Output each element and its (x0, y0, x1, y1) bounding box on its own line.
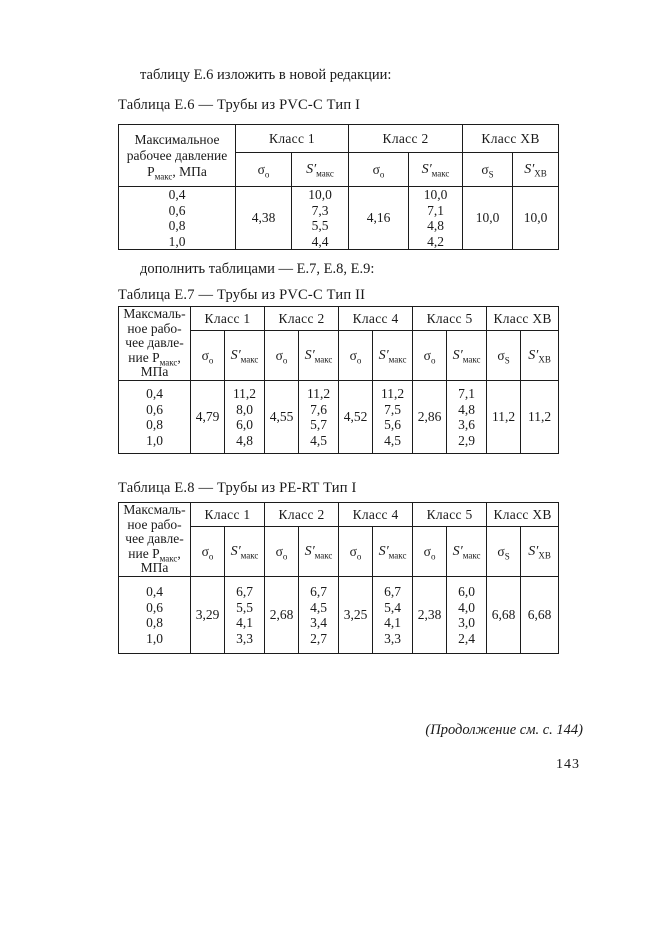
pressure-header-line: МПа (140, 560, 169, 576)
pressure-header-line: чее давле- (125, 531, 184, 547)
sigma-value: 2,86 (413, 381, 447, 454)
pressure-value: 0,8 (146, 615, 163, 630)
smax-value: 10,0 (308, 187, 332, 202)
sigma-header: $\sigma_о$ (191, 331, 225, 381)
pressure-value: 0,4 (168, 187, 186, 202)
smax-value: 4,4 (311, 233, 329, 249)
smax-header: $S'_{макс}$ (292, 153, 349, 187)
smax-values-cell (299, 577, 339, 654)
table-e6 (118, 124, 559, 250)
sigma-value: 3,25 (339, 577, 373, 654)
pressure-header-line: ние $Р_{макс}$, (128, 545, 181, 564)
sigma-value: 4,38 (236, 187, 292, 250)
smax-value: 6,68 (521, 577, 559, 654)
class-header: Класс 2 (349, 125, 463, 153)
table-e6-caption: Таблица Е.6 — Трубы из PVC-C Тип I (118, 97, 361, 113)
sigma-value: 4,16 (349, 187, 409, 250)
class-header: Класс 4 (339, 503, 413, 527)
smax-value: 7,1 (458, 386, 475, 401)
smax-value: 5,5 (236, 599, 253, 615)
pressure-header-line: Максимальное (134, 131, 220, 147)
smax-value: 3,4 (310, 615, 327, 630)
smax-value: 11,2 (232, 386, 257, 401)
pressure-value: 0,8 (146, 417, 163, 432)
smax-value: 4,8 (236, 432, 253, 448)
smax-value: 6,0 (236, 417, 253, 432)
sigma-header: $\sigma_о$ (339, 331, 373, 381)
pressure-values-cell (119, 381, 191, 454)
pressure-value: 1,0 (146, 630, 163, 646)
smax-header: $S'_{макс}$ (373, 527, 413, 577)
smax-value: 4,2 (427, 233, 444, 249)
class-header: Класс 5 (413, 503, 487, 527)
sigma-header: $\sigma_S$ (463, 153, 513, 187)
pressure-value: 0,4 (146, 386, 163, 401)
class-header: Класс ХВ (463, 125, 559, 153)
table-row (119, 307, 559, 331)
smax-value: 10,0 (513, 187, 559, 250)
pressure-value: 1,0 (168, 233, 186, 249)
smax-header: $S'_{макс}$ (225, 527, 265, 577)
smax-value: 3,0 (458, 615, 475, 630)
sigma-value: 4,55 (265, 381, 299, 454)
smax-value: 4,5 (310, 432, 327, 448)
smax-value: 4,8 (458, 401, 475, 417)
pressure-value: 0,6 (146, 599, 163, 615)
smax-values-cell (225, 381, 265, 454)
smax-header: $S'_{макс}$ (225, 331, 265, 381)
smax-value: 6,0 (458, 584, 475, 599)
class-header: Класс ХВ (487, 307, 559, 331)
smax-value: 6,7 (236, 584, 253, 599)
class-header: Класс 2 (265, 503, 339, 527)
p-subscript: макс (159, 357, 178, 368)
table-e8 (118, 502, 559, 654)
smax-value: 7,5 (384, 401, 401, 417)
class-header: Класс 2 (265, 307, 339, 331)
smax-value: 10,0 (423, 187, 448, 202)
table-row (119, 503, 559, 527)
class-header: Класс 1 (191, 307, 265, 331)
smax-header: $S'_{макс}$ (299, 331, 339, 381)
sigma-value: 4,79 (191, 381, 225, 454)
pressure-header-cell (119, 503, 191, 577)
smax-value: 4,0 (458, 599, 475, 615)
p-subscript: макс (159, 553, 178, 564)
sigma-header: $\sigma_о$ (236, 153, 292, 187)
pressure-value: 0,6 (168, 202, 186, 218)
smax-header: $S'_{ХВ}$ (521, 527, 559, 577)
smax-values-cell (225, 577, 265, 654)
smax-value: 5,5 (311, 218, 329, 233)
smax-value: 5,6 (384, 417, 401, 432)
sigma-header: $\sigma_о$ (265, 527, 299, 577)
pressure-header-cell (119, 307, 191, 381)
smax-value: 3,3 (384, 630, 401, 646)
smax-value: 2,7 (310, 630, 327, 646)
p-subscript: макс (154, 171, 173, 182)
smax-value: 7,1 (427, 202, 444, 218)
smax-value: 11,2 (380, 386, 405, 401)
smax-header: $S'_{макс}$ (447, 527, 487, 577)
sigma-value: 2,38 (413, 577, 447, 654)
smax-value: 6,7 (384, 584, 401, 599)
pressure-header-line: $Р_{макс}$, МПа (147, 163, 207, 182)
smax-values-cell (292, 187, 349, 250)
smax-values-cell (373, 577, 413, 654)
intro-paragraph-1: таблицу Е.6 изложить в новой редакции: (140, 67, 392, 83)
smax-values-cell (299, 381, 339, 454)
table-row (119, 381, 559, 454)
intro-paragraph-2: дополнить таблицами — Е.7, Е.8, Е.9: (140, 261, 375, 277)
continuation-note: (Продолжение см. с. 144) (425, 722, 583, 738)
sigma-header: $\sigma_о$ (349, 153, 409, 187)
smax-values-cell (447, 381, 487, 454)
smax-values-cell (409, 187, 463, 250)
page-number: 143 (556, 757, 580, 772)
pressure-values-cell (119, 577, 191, 654)
smax-value: 11,2 (521, 381, 559, 454)
smax-value: 4,8 (427, 218, 444, 233)
sigma-header: $\sigma_о$ (191, 527, 225, 577)
smax-value: 7,3 (311, 202, 329, 218)
smax-header: $S'_{ХВ}$ (513, 153, 559, 187)
class-header: Класс 1 (236, 125, 349, 153)
smax-values-cell (373, 381, 413, 454)
class-header: Класс 4 (339, 307, 413, 331)
smax-header: $S'_{макс}$ (373, 331, 413, 381)
smax-value: 5,7 (310, 417, 327, 432)
sigma-value: 2,68 (265, 577, 299, 654)
pressure-header-line: Максмаль- (123, 306, 186, 322)
pressure-value: 0,4 (146, 584, 163, 599)
smax-header: $S'_{макс}$ (447, 331, 487, 381)
smax-value: 7,6 (310, 401, 327, 417)
smax-values-cell (447, 577, 487, 654)
smax-header: $S'_{макс}$ (299, 527, 339, 577)
pressure-value: 1,0 (146, 432, 163, 448)
sigma-header: $\sigma_о$ (339, 527, 373, 577)
smax-value: 4,5 (310, 599, 327, 615)
table-row (119, 125, 559, 153)
sigma-header: $\sigma_S$ (487, 527, 521, 577)
sigma-header: $\sigma_S$ (487, 331, 521, 381)
smax-value: 4,1 (384, 615, 401, 630)
smax-value: 11,2 (306, 386, 331, 401)
table-row (119, 187, 559, 250)
table-e7 (118, 306, 559, 454)
smax-header: $S'_{ХВ}$ (521, 331, 559, 381)
smax-value: 2,9 (458, 432, 475, 448)
pressure-header-line: МПа (140, 364, 169, 380)
table-row (119, 577, 559, 654)
smax-value: 4,1 (236, 615, 253, 630)
class-header: Класс 5 (413, 307, 487, 331)
sigma-value: 6,68 (487, 577, 521, 654)
pressure-header-line: ное рабо- (127, 516, 182, 532)
class-header: Класс ХВ (487, 503, 559, 527)
pressure-value: 0,6 (146, 401, 163, 417)
pressure-header-line: Максмаль- (123, 502, 186, 518)
pressure-header-cell (119, 125, 236, 187)
sigma-value: 10,0 (463, 187, 513, 250)
pressure-header-line: ное рабо- (127, 320, 182, 336)
class-header: Класс 1 (191, 503, 265, 527)
smax-value: 8,0 (236, 401, 253, 417)
pressure-values-cell (119, 187, 236, 250)
sigma-value: 11,2 (487, 381, 521, 454)
smax-value: 5,4 (384, 599, 401, 615)
sigma-value: 4,52 (339, 381, 373, 454)
smax-value: 3,3 (236, 630, 253, 646)
smax-value: 4,5 (384, 432, 401, 448)
sigma-value: 3,29 (191, 577, 225, 654)
sigma-header: $\sigma_о$ (413, 331, 447, 381)
pressure-value: 0,8 (168, 218, 186, 233)
smax-value: 6,7 (310, 584, 327, 599)
smax-value: 3,6 (458, 417, 475, 432)
table-e8-caption: Таблица Е.8 — Трубы из PE-RT Тип I (118, 480, 357, 496)
sigma-header: $\sigma_о$ (413, 527, 447, 577)
smax-header: $S'_{макс}$ (409, 153, 463, 187)
smax-value: 2,4 (458, 630, 475, 646)
pressure-header-line: ние $Р_{макс}$, (128, 349, 181, 368)
pressure-header-line: чее давле- (125, 335, 184, 351)
sigma-header: $\sigma_о$ (265, 331, 299, 381)
pressure-header-line: рабочее давление (126, 147, 228, 163)
table-e7-caption: Таблица Е.7 — Трубы из PVC-C Тип II (118, 287, 366, 303)
